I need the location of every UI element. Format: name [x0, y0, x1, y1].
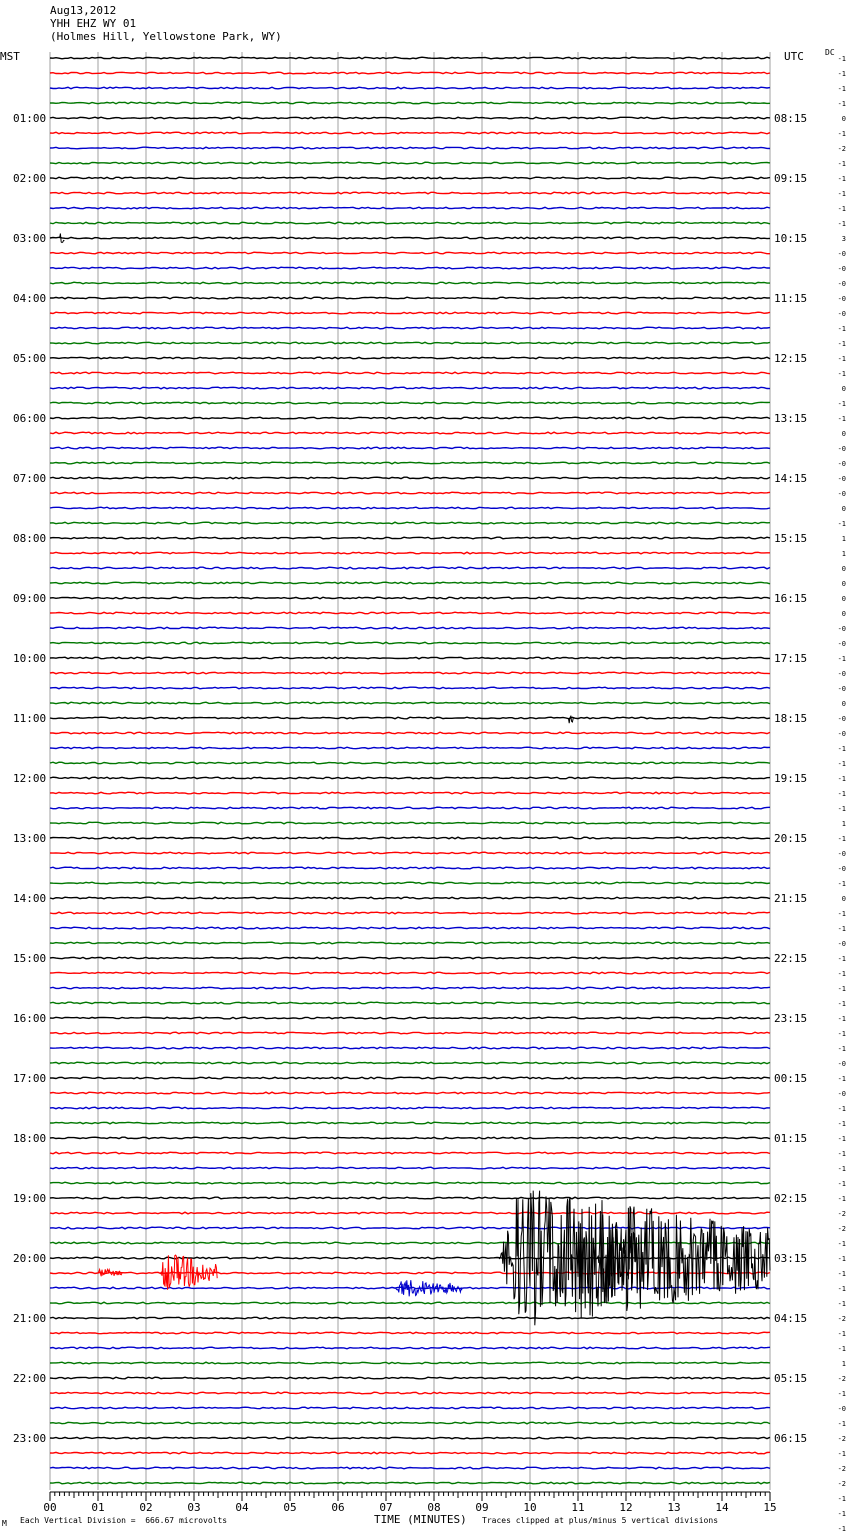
trace-row-27: [50, 462, 770, 464]
trace-row-62: [50, 987, 770, 989]
utc-label: 19:15: [774, 772, 808, 785]
mst-label: 23:00: [13, 1432, 47, 1445]
trace-row-20: [50, 357, 770, 359]
dc-offset-label: -2: [837, 1225, 846, 1233]
trace-row-76: [50, 1197, 770, 1199]
dc-offset-label: -0: [837, 670, 846, 678]
dc-offset-label: -1: [837, 655, 846, 663]
x-tick-label: 12: [619, 1501, 633, 1514]
dc-offset-label: 0: [841, 580, 846, 588]
dc-offset-label: -1: [837, 1165, 846, 1173]
trace-row-73: [50, 1152, 770, 1154]
trace-row-8: [50, 177, 770, 179]
dc-offset-label: -1: [837, 1270, 846, 1278]
utc-label: 09:15: [774, 172, 808, 185]
x-tick-label: 14: [715, 1501, 729, 1514]
dc-offset-label: 1: [841, 550, 846, 558]
dc-offset-label: -0: [837, 310, 846, 318]
dc-offset-label: -1: [837, 985, 846, 993]
trace-row-54: [50, 867, 770, 869]
utc-label: 23:15: [774, 1012, 808, 1025]
trace-row-55: [50, 882, 770, 884]
trace-row-46: [50, 747, 770, 749]
utc-label: 02:15: [774, 1192, 808, 1205]
dc-offset-label: -1: [837, 775, 846, 783]
dc-offset-label: -1: [837, 1030, 846, 1038]
trace-row-87: [50, 1362, 770, 1364]
dc-offset-label: -1: [837, 1510, 846, 1518]
mst-zone-label: MST: [0, 50, 20, 63]
trace-row-4: [50, 117, 770, 119]
dc-offset-label: -1: [837, 190, 846, 198]
x-axis-title: TIME (MINUTES): [374, 1513, 467, 1526]
trace-row-26: [50, 447, 770, 449]
dc-offset-label: -0: [837, 625, 846, 633]
dc-offset-label: -1: [837, 1075, 846, 1083]
dc-offset-label: -1: [837, 1390, 846, 1398]
trace-row-94: [50, 1467, 770, 1469]
trace-row-84: [50, 1317, 770, 1319]
mst-label: 02:00: [13, 172, 47, 185]
mst-label: 09:00: [13, 592, 47, 605]
trace-row-70: [50, 1107, 770, 1109]
mst-label: 21:00: [13, 1312, 47, 1325]
location-label: (Holmes Hill, Yellowstone Park, WY): [50, 30, 282, 43]
dc-offset-label: -1: [837, 760, 846, 768]
x-tick-label: 01: [91, 1501, 105, 1514]
dc-offset-label: -2: [837, 1315, 846, 1323]
dc-offset-label: -1: [837, 100, 846, 108]
trace-row-23: [50, 402, 770, 404]
utc-zone-label: UTC: [784, 50, 804, 63]
trace-row-25: [50, 432, 770, 434]
trace-row-58: [50, 927, 770, 929]
trace-row-36: [50, 597, 770, 599]
dc-offset-label: -1: [837, 745, 846, 753]
dc-offset-label: 0: [841, 595, 846, 603]
mst-label: 05:00: [13, 352, 47, 365]
dc-offset-label: -1: [837, 970, 846, 978]
trace-row-24: [50, 417, 770, 419]
dc-offset-label: -2: [837, 1210, 846, 1218]
dc-offset-label: 0: [841, 430, 846, 438]
trace-row-19: [50, 342, 770, 344]
trace-row-39: [50, 642, 770, 644]
x-tick-label: 02: [139, 1501, 153, 1514]
mst-label: 04:00: [13, 292, 47, 305]
dc-offset-label: -0: [837, 640, 846, 648]
dc-offset-label: -0: [837, 730, 846, 738]
dc-offset-label: -0: [837, 715, 846, 723]
x-tick-label: 09: [475, 1501, 489, 1514]
utc-label: 15:15: [774, 532, 808, 545]
trace-row-12: [50, 237, 770, 239]
dc-offset-label: -2: [837, 1480, 846, 1488]
mst-label: 10:00: [13, 652, 47, 665]
trace-row-6: [50, 147, 770, 149]
x-tick-label: 15: [763, 1501, 777, 1514]
dc-offset-label: -1: [837, 955, 846, 963]
trace-row-30: [50, 507, 770, 509]
dc-offset-label: -1: [837, 1495, 846, 1503]
dc-offset-label: -1: [837, 1450, 846, 1458]
station-label: YHH EHZ WY 01: [50, 17, 137, 30]
dc-offset-label: -1: [837, 1015, 846, 1023]
dc-offset-label: -1: [837, 1345, 846, 1353]
trace-row-72: [50, 1137, 770, 1139]
dc-offset-label: 0: [841, 115, 846, 123]
trace-row-5: [50, 132, 770, 134]
trace-row-64: [50, 1017, 770, 1019]
dc-offset-label: -1: [837, 805, 846, 813]
trace-row-31: [50, 522, 770, 524]
trace-row-14: [50, 267, 770, 269]
trace-row-0: [50, 57, 770, 59]
dc-offset-label: -1: [837, 1105, 846, 1113]
trace-row-21: [50, 372, 770, 374]
dc-offset-label: 0: [841, 895, 846, 903]
utc-label: 11:15: [774, 292, 808, 305]
dc-offset-label: -1: [837, 1330, 846, 1338]
trace-row-37: [50, 612, 770, 614]
trace-row-35: [50, 582, 770, 584]
scale-text: Each Vertical Division = 666.67 microvolts: [20, 1516, 228, 1525]
trace-row-47: [50, 762, 770, 764]
trace-row-90: [50, 1407, 770, 1409]
dc-offset-label: -0: [837, 475, 846, 483]
dc-offset-label: -1: [837, 70, 846, 78]
mst-label: 07:00: [13, 472, 47, 485]
trace-row-50: [50, 807, 770, 809]
trace-row-42: [50, 687, 770, 689]
dc-offset-label: -2: [837, 1465, 846, 1473]
dc-offset-label: -2: [837, 1435, 846, 1443]
trace-row-48: [50, 777, 770, 779]
trace-row-78: [50, 1227, 770, 1229]
dc-offset-label: 0: [841, 610, 846, 618]
trace-row-13: [50, 252, 770, 254]
dc-offset-label: -0: [837, 490, 846, 498]
dc-offset-label: -1: [837, 880, 846, 888]
dc-offset-label: -0: [837, 1060, 846, 1068]
trace-row-15: [50, 282, 770, 284]
utc-label: 05:15: [774, 1372, 808, 1385]
utc-label: 04:15: [774, 1312, 808, 1325]
dc-offset-label: -1: [837, 925, 846, 933]
x-tick-label: 11: [571, 1501, 585, 1514]
mst-label: 06:00: [13, 412, 47, 425]
dc-offset-label: -1: [837, 1120, 846, 1128]
dc-offset-label: -1: [837, 415, 846, 423]
corner-mark: M: [2, 1519, 7, 1528]
seismic-events: [60, 234, 770, 1326]
trace-row-52: [50, 837, 770, 839]
trace-row-81: [50, 1272, 770, 1274]
dc-offset-label: -0: [837, 445, 846, 453]
mst-label: 11:00: [13, 712, 47, 725]
date-label: Aug13,2012: [50, 4, 117, 17]
x-axis: [43, 1492, 776, 1514]
mst-label: 18:00: [13, 1132, 47, 1145]
dc-offset-label: -1: [837, 205, 846, 213]
dc-offset-label: -0: [837, 1090, 846, 1098]
dc-label: DC: [825, 48, 835, 57]
dc-offset-label: -1: [837, 910, 846, 918]
dc-offset-label: -1: [837, 1300, 846, 1308]
dc-offset-label: 1: [841, 535, 846, 543]
dc-offset-label: -1: [837, 355, 846, 363]
dc-offset-label: -0: [837, 460, 846, 468]
dc-offset-label: -1: [837, 1240, 846, 1248]
dc-offset-label: 1: [841, 820, 846, 828]
mst-label: 16:00: [13, 1012, 47, 1025]
x-tick-label: 10: [523, 1501, 537, 1514]
utc-label: 20:15: [774, 832, 808, 845]
utc-label: 06:15: [774, 1432, 808, 1445]
dc-offset-label: -1: [837, 340, 846, 348]
x-tick-label: 04: [235, 1501, 249, 1514]
trace-row-59: [50, 942, 770, 944]
trace-row-44: [50, 717, 770, 719]
trace-row-69: [50, 1092, 770, 1094]
utc-label: 10:15: [774, 232, 808, 245]
dc-offset-label: -0: [837, 1405, 846, 1413]
trace-row-71: [50, 1122, 770, 1124]
trace-row-49: [50, 792, 770, 794]
mst-label: 13:00: [13, 832, 47, 845]
trace-row-63: [50, 1002, 770, 1004]
trace-row-66: [50, 1047, 770, 1049]
utc-label: 03:15: [774, 1252, 808, 1265]
trace-row-65: [50, 1032, 770, 1034]
dc-offset-label: -1: [837, 160, 846, 168]
dc-offset-label: -2: [837, 1375, 846, 1383]
dc-offset-label: -1: [837, 1135, 846, 1143]
mst-label: 20:00: [13, 1252, 47, 1265]
trace-row-33: [50, 552, 770, 554]
trace-row-28: [50, 477, 770, 479]
utc-label: 17:15: [774, 652, 808, 665]
dc-offset-label: -0: [837, 250, 846, 258]
trace-row-34: [50, 567, 770, 569]
dc-offset-label: -0: [837, 295, 846, 303]
dc-offset-label: -0: [837, 280, 846, 288]
trace-row-16: [50, 297, 770, 299]
trace-row-91: [50, 1422, 770, 1424]
utc-label: 00:15: [774, 1072, 808, 1085]
utc-label: 01:15: [774, 1132, 808, 1145]
trace-row-68: [50, 1077, 770, 1079]
dc-offset-label: -1: [837, 520, 846, 528]
trace-row-10: [50, 207, 770, 209]
trace-row-93: [50, 1452, 770, 1454]
x-tick-label: 08: [427, 1501, 441, 1514]
trace-row-86: [50, 1347, 770, 1349]
dc-offset-label: -1: [837, 790, 846, 798]
dc-offset-label: -0: [837, 850, 846, 858]
utc-label: 13:15: [774, 412, 808, 425]
dc-offset-label: 1: [841, 1360, 846, 1368]
mst-label: 17:00: [13, 1072, 47, 1085]
dc-offset-label: -1: [837, 130, 846, 138]
dc-offset-label: -1: [837, 400, 846, 408]
trace-row-1: [50, 72, 770, 74]
utc-label: 14:15: [774, 472, 808, 485]
trace-row-41: [50, 672, 770, 674]
dc-offset-label: -1: [837, 85, 846, 93]
seismic-event-2: [98, 1269, 122, 1276]
trace-row-56: [50, 897, 770, 899]
x-tick-label: 00: [43, 1501, 57, 1514]
x-tick-label: 07: [379, 1501, 393, 1514]
trace-row-9: [50, 192, 770, 194]
dc-offset-label: -1: [837, 1525, 846, 1533]
dc-offset-label: -1: [837, 55, 846, 63]
dc-offset-label: 0: [841, 565, 846, 573]
x-tick-label: 05: [283, 1501, 297, 1514]
trace-row-51: [50, 822, 770, 824]
mst-label: 01:00: [13, 112, 47, 125]
dc-offset-label: -1: [837, 1420, 846, 1428]
trace-row-53: [50, 852, 770, 854]
trace-row-77: [50, 1212, 770, 1214]
trace-row-18: [50, 327, 770, 329]
dc-offset-label: -1: [837, 175, 846, 183]
dc-offset-label: -1: [837, 1000, 846, 1008]
dc-offset-label: -1: [837, 370, 846, 378]
dc-offset-label: 0: [841, 700, 846, 708]
trace-row-74: [50, 1167, 770, 1169]
trace-row-67: [50, 1062, 770, 1064]
trace-row-11: [50, 222, 770, 224]
mst-label: 12:00: [13, 772, 47, 785]
mst-label: 03:00: [13, 232, 47, 245]
utc-label: 22:15: [774, 952, 808, 965]
dc-offset-label: -1: [837, 1255, 846, 1263]
x-tick-label: 06: [331, 1501, 345, 1514]
trace-row-29: [50, 492, 770, 494]
dc-offset-label: 0: [841, 505, 846, 513]
trace-row-92: [50, 1437, 770, 1439]
trace-row-2: [50, 87, 770, 89]
trace-rows: [50, 57, 770, 1484]
mst-label: 15:00: [13, 952, 47, 965]
mst-label: 08:00: [13, 532, 47, 545]
time-labels: [13, 55, 846, 1534]
dc-offset-label: -0: [837, 865, 846, 873]
x-tick-label: 03: [187, 1501, 201, 1514]
trace-row-45: [50, 732, 770, 734]
dc-offset-label: -1: [837, 325, 846, 333]
trace-row-89: [50, 1392, 770, 1394]
clip-text: Traces clipped at plus/minus 5 vertical divisions: [482, 1516, 719, 1525]
trace-row-32: [50, 537, 770, 539]
dc-offset-label: -2: [837, 145, 846, 153]
utc-label: 08:15: [774, 112, 808, 125]
trace-row-85: [50, 1332, 770, 1334]
trace-row-61: [50, 972, 770, 974]
trace-row-38: [50, 627, 770, 629]
dc-offset-label: 3: [841, 235, 846, 243]
dc-offset-label: -1: [837, 220, 846, 228]
dc-offset-label: -1: [837, 1150, 846, 1158]
trace-row-40: [50, 657, 770, 659]
dc-offset-label: -1: [837, 1285, 846, 1293]
trace-row-22: [50, 387, 770, 389]
utc-label: 21:15: [774, 892, 808, 905]
dc-offset-label: -1: [837, 835, 846, 843]
x-tick-label: 13: [667, 1501, 681, 1514]
trace-row-17: [50, 312, 770, 314]
utc-label: 12:15: [774, 352, 808, 365]
dc-offset-label: -1: [837, 1180, 846, 1188]
trace-row-60: [50, 957, 770, 959]
dc-offset-label: -0: [837, 265, 846, 273]
trace-row-7: [50, 162, 770, 164]
utc-label: 18:15: [774, 712, 808, 725]
dc-offset-label: -1: [837, 1045, 846, 1053]
dc-offset-label: 0: [841, 385, 846, 393]
trace-row-95: [50, 1482, 770, 1484]
dc-offset-label: -0: [837, 685, 846, 693]
dc-offset-label: -1: [837, 1195, 846, 1203]
trace-row-75: [50, 1182, 770, 1184]
trace-row-57: [50, 912, 770, 914]
mst-label: 14:00: [13, 892, 47, 905]
trace-row-83: [50, 1302, 770, 1304]
utc-label: 16:15: [774, 592, 808, 605]
trace-row-88: [50, 1377, 770, 1379]
mst-label: 19:00: [13, 1192, 47, 1205]
trace-row-43: [50, 702, 770, 704]
dc-offset-label: -0: [837, 940, 846, 948]
mst-label: 22:00: [13, 1372, 47, 1385]
trace-row-3: [50, 102, 770, 104]
